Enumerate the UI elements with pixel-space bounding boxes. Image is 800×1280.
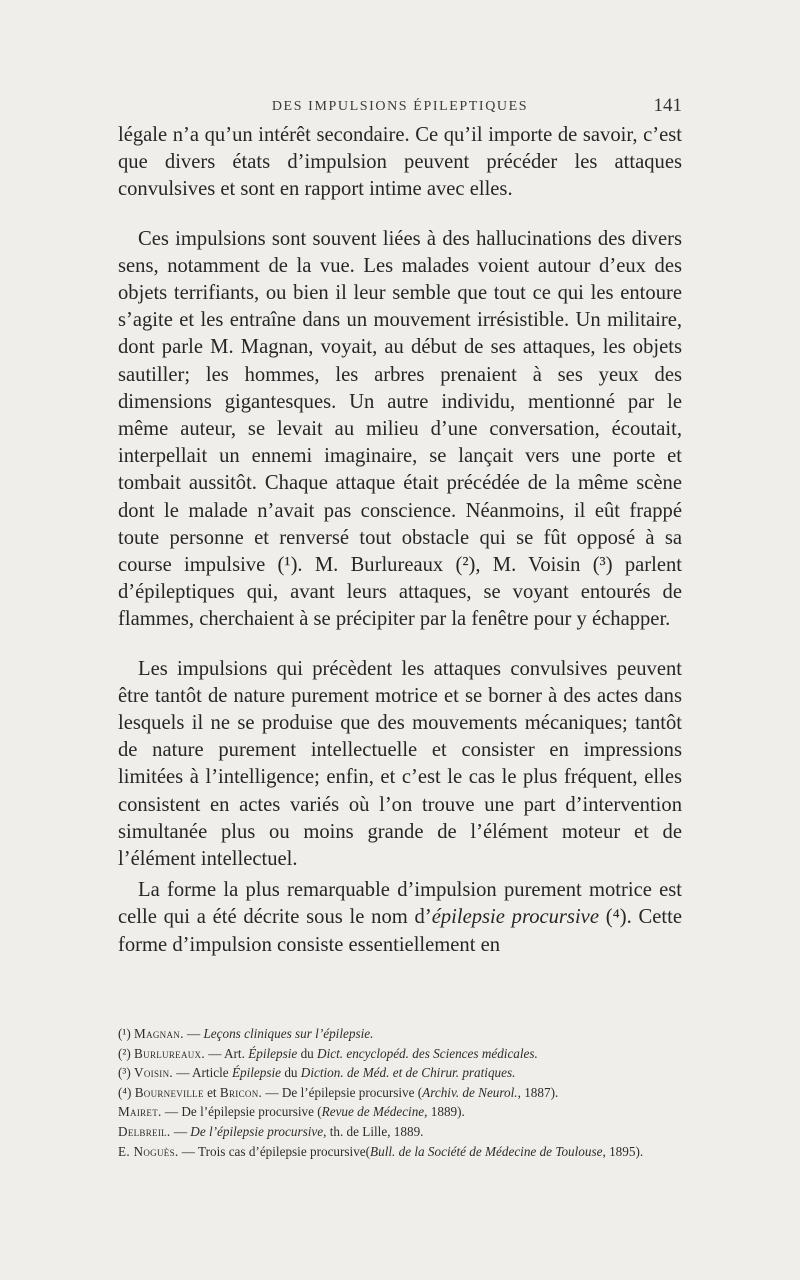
footnote-title-2: Dict. encyclopéd. des Sciences médicales. xyxy=(317,1045,538,1061)
running-head xyxy=(118,93,682,123)
footnote-title: Archiv. de Neurol. xyxy=(422,1084,518,1100)
footnote-3 xyxy=(118,1063,682,1083)
footnote-title: Leçons cliniques sur l’épilepsie. xyxy=(203,1026,374,1041)
footnote-mid: du xyxy=(297,1045,318,1061)
footnote-ref-2: (²) xyxy=(455,554,476,577)
page-number: 141 xyxy=(653,95,682,116)
footnote-text: — Art. xyxy=(204,1045,249,1061)
footnote-author: Bourneville xyxy=(134,1084,204,1100)
footnote-end: , 1895). xyxy=(602,1143,644,1159)
footnote-title-2: Diction. de Méd. et de Chirur. pratiques. xyxy=(300,1065,516,1081)
running-title: DES IMPULSIONS ÉPILEPTIQUES xyxy=(271,99,529,114)
footnote-7 xyxy=(118,1142,682,1162)
footnote-2 xyxy=(118,1044,682,1064)
footnote-author: Voisin. xyxy=(134,1065,173,1081)
footnote-5 xyxy=(118,1102,682,1122)
paragraph-4-text: La forme la plus remarquable d’impulsion purement motrice est celle qui a été décrite sous le nom xyxy=(118,879,682,929)
footnote-mid: du xyxy=(281,1065,301,1081)
term-epilepsie-procursive: épilepsie procursive xyxy=(431,906,599,929)
footnote-end: , 1889). xyxy=(424,1104,465,1120)
footnote-author: Mairet. xyxy=(118,1104,162,1120)
footnote-1 xyxy=(118,1024,682,1044)
paragraph-2-mid-2: , M. Voisin xyxy=(475,554,593,577)
paragraph-2 xyxy=(118,226,682,634)
footnote-number: (⁴) xyxy=(118,1084,132,1100)
paragraph-4-pre: d’ xyxy=(407,906,432,929)
footnote-ref-1: (¹) xyxy=(277,554,298,577)
footnote-title: Revue de Médecine xyxy=(321,1104,425,1120)
footnote-title: De l’épilepsie procursive xyxy=(190,1123,324,1139)
paragraph-2-text: Ces impulsions sont souvent liées à des hallucinations des divers sens, notamment de la vue. Les malades voient autour d’eux des objets terrifiants, ou bien il leur semble que tout ce qui les entoure s’agite et les entraîne dans un mouvement irrésistible. Un militaire, dont parle M. Magnan, voyait, au début de ses attaques, les objets sautiller; les hommes, les arbres prenaient à ses yeux des dimensions gigantesques. Un autre individu, mentionné par le même auteur, se levait au milieu d’une conversation, écoutait, interpellait un ennemi imaginaire, se lançait vers une porte et tombait aussitôt. Chaque attaque était précédée de la même scène dont le malade n’avait pas conscience. Néanmoins, il eût frappé toute personne et renversé tout obstacle qui se fût opposé à sa course impulsive xyxy=(118,227,682,577)
footnote-text: — Trois cas d’épilepsie procursive( xyxy=(178,1143,371,1159)
footnote-ref-3: (³) xyxy=(592,554,613,577)
paragraph-4 xyxy=(118,877,682,959)
footnote-text: — xyxy=(170,1123,191,1139)
paragraph-1: légale n’a qu’un intérêt secondaire. Ce qu’il importe de savoir, c’est que divers états d’impulsion peuvent précéder les attaques convulsives et sont en rapport intime avec elles. xyxy=(118,124,682,201)
footnote-author: Delbreil. xyxy=(118,1123,171,1139)
footnote-title: Épilepsie xyxy=(248,1045,298,1061)
footnote-text: et xyxy=(203,1084,220,1100)
footnote-author: Burlureaux. xyxy=(134,1045,205,1061)
footnote-text: — Article xyxy=(172,1065,232,1081)
footnote-author: E. Noguès. xyxy=(118,1143,179,1159)
footnote-text: — De l’épilepsie procursive ( xyxy=(161,1104,322,1120)
footnotes xyxy=(118,1024,682,1161)
paragraph-2-end: parlent d’épileptiques qui, avant leurs attaques, se voyant entourés de flammes, cherchaient à se précipiter par la fenêtre pour y échapper. xyxy=(118,554,683,631)
footnote-number: (³) xyxy=(118,1065,131,1081)
footnote-ref-4: (⁴) xyxy=(605,906,627,929)
footnote-mid: — De l’épilepsie procursive ( xyxy=(262,1084,423,1100)
paragraph-4-end: . Cette forme d’impulsion consiste essentiellement en xyxy=(118,906,682,956)
footnote-end: , 1887). xyxy=(517,1084,559,1100)
footnote-author: Magnan. xyxy=(134,1026,184,1041)
footnote-title: Bull. de la Société de Médecine de Toulouse xyxy=(370,1143,603,1159)
footnote-title: Épilepsie xyxy=(231,1065,282,1081)
footnote-number: (²) xyxy=(118,1045,131,1061)
footnote-author-2: Bricon. xyxy=(219,1084,263,1100)
footnote-4 xyxy=(118,1083,682,1103)
paragraph-2-mid-1: . M. Burlureaux xyxy=(297,554,456,577)
footnote-number: (¹) xyxy=(118,1026,131,1041)
footnote-end: , th. de Lille, 1889. xyxy=(323,1123,424,1139)
footnote-6 xyxy=(118,1122,682,1142)
body-text xyxy=(118,122,682,959)
footnote-text: — xyxy=(183,1026,204,1041)
paragraph-3: Les impulsions qui précèdent les attaques convulsives peuvent être tantôt de nature purement motrice et se borner à des actes dans lesquels il ne se produise que des mouvements mécaniques; tantôt de nature purement intellectuelle et consister en impressions limitées à l’intelligence; enfin, et c’est le cas le plus fréquent, elles consistent en actes variés où l’on trouve une part d’intervention simultanée plus ou moins grande de l’élément moteur et de l’élément intellectuel. xyxy=(118,657,682,871)
